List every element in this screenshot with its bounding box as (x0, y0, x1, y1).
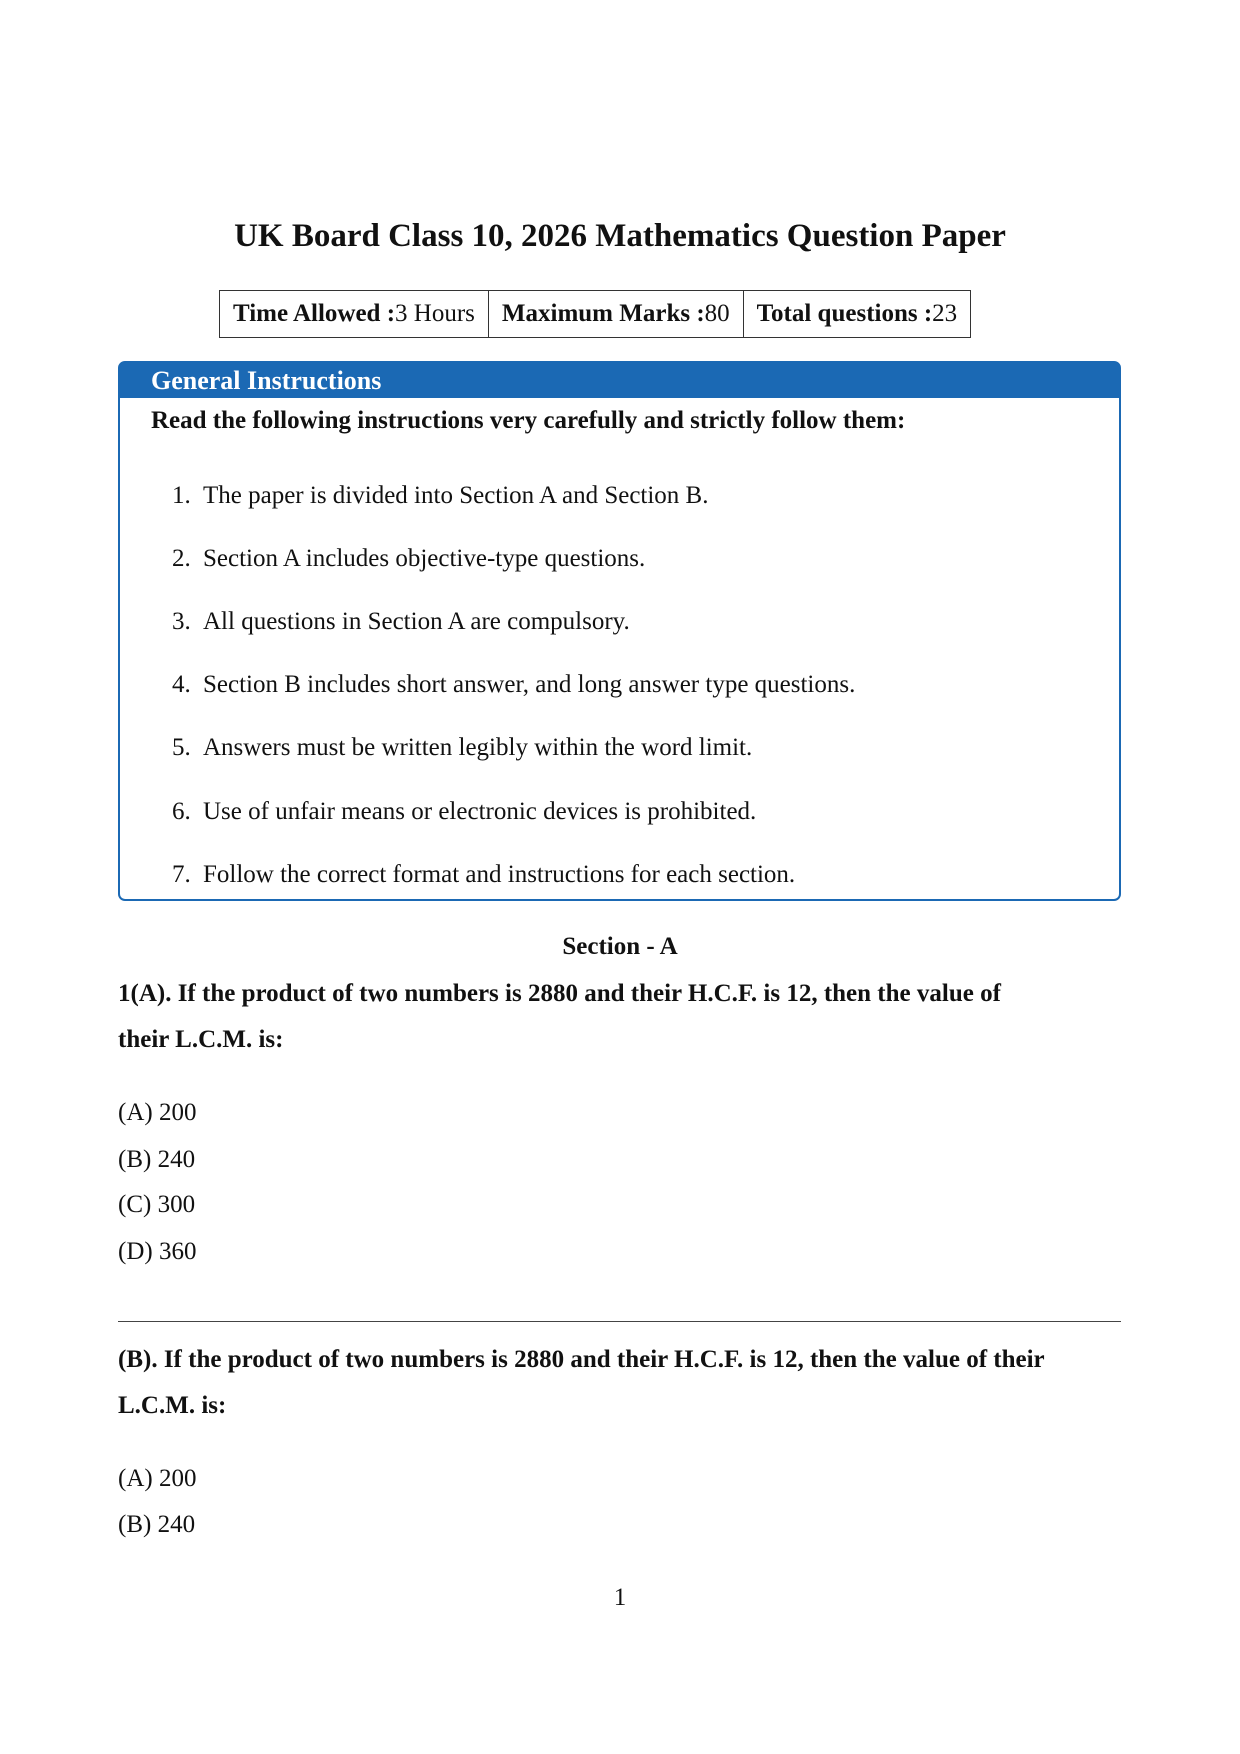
instruction-item (172, 545, 645, 573)
item-number: 5. (172, 734, 191, 761)
item-text: Use of unfair means or electronic devices is prohibited. (203, 798, 757, 825)
item-text: All questions in Section A are compulsory. (203, 608, 630, 635)
option: (A) 200 (118, 1465, 197, 1492)
instruction-item (172, 671, 855, 699)
item-number: 6. (172, 798, 191, 825)
maximum-marks-label: Maximum Marks : (501, 300, 705, 327)
question-1a-line2: their L.C.M. is: (118, 1026, 284, 1053)
time-allowed-value: 3 Hours (395, 300, 475, 327)
instruction-item (172, 482, 708, 510)
item-text: Section A includes objective-type questions. (203, 545, 646, 572)
instruction-item (172, 798, 756, 826)
page-title: UK Board Class 10, 2026 Mathematics Question Paper (234, 218, 1006, 254)
maximum-marks-value: 80 (704, 300, 730, 327)
section-heading: Section - A (562, 933, 678, 960)
option: (D) 360 (118, 1238, 197, 1265)
question-1b-line1: (B). If the product of two numbers is 2880 and their H.C.F. is 12, then the value of their (118, 1346, 1045, 1373)
instruction-item (172, 734, 752, 762)
divider (118, 1321, 1121, 1322)
option: (B) 240 (118, 1146, 196, 1173)
instruction-item (172, 861, 795, 889)
item-number: 3. (172, 608, 191, 635)
option: (B) 240 (118, 1511, 196, 1538)
option: (C) 300 (118, 1191, 196, 1218)
page-number: 1 (613, 1584, 627, 1611)
exam-info-table (219, 290, 971, 338)
item-text: Section B includes short answer, and long answer type questions. (203, 671, 856, 698)
item-text: Follow the correct format and instructions for each section. (203, 861, 796, 888)
time-allowed-label: Time Allowed : (233, 300, 396, 327)
instructions-heading: General Instructions (120, 363, 1119, 398)
item-number: 7. (172, 861, 191, 888)
item-text: The paper is divided into Section A and Section B. (203, 482, 709, 509)
general-instructions-box (118, 361, 1121, 901)
question-1b-line2: L.C.M. is: (118, 1392, 227, 1419)
question-1a-line1: 1(A). If the product of two numbers is 2880 and their H.C.F. is 12, then the value of (118, 980, 1001, 1007)
total-questions-label: Total questions : (756, 300, 933, 327)
item-number: 2. (172, 545, 191, 572)
instructions-lead: Read the following instructions very carefully and strictly follow them: (151, 407, 906, 434)
instruction-item (172, 608, 630, 636)
time-allowed-cell (220, 291, 489, 337)
item-text: Answers must be written legibly within the word limit. (203, 734, 753, 761)
total-questions-cell (744, 291, 971, 337)
total-questions-value: 23 (932, 300, 958, 327)
item-number: 1. (172, 482, 191, 509)
item-number: 4. (172, 671, 191, 698)
maximum-marks-cell (489, 291, 744, 337)
option: (A) 200 (118, 1099, 197, 1126)
